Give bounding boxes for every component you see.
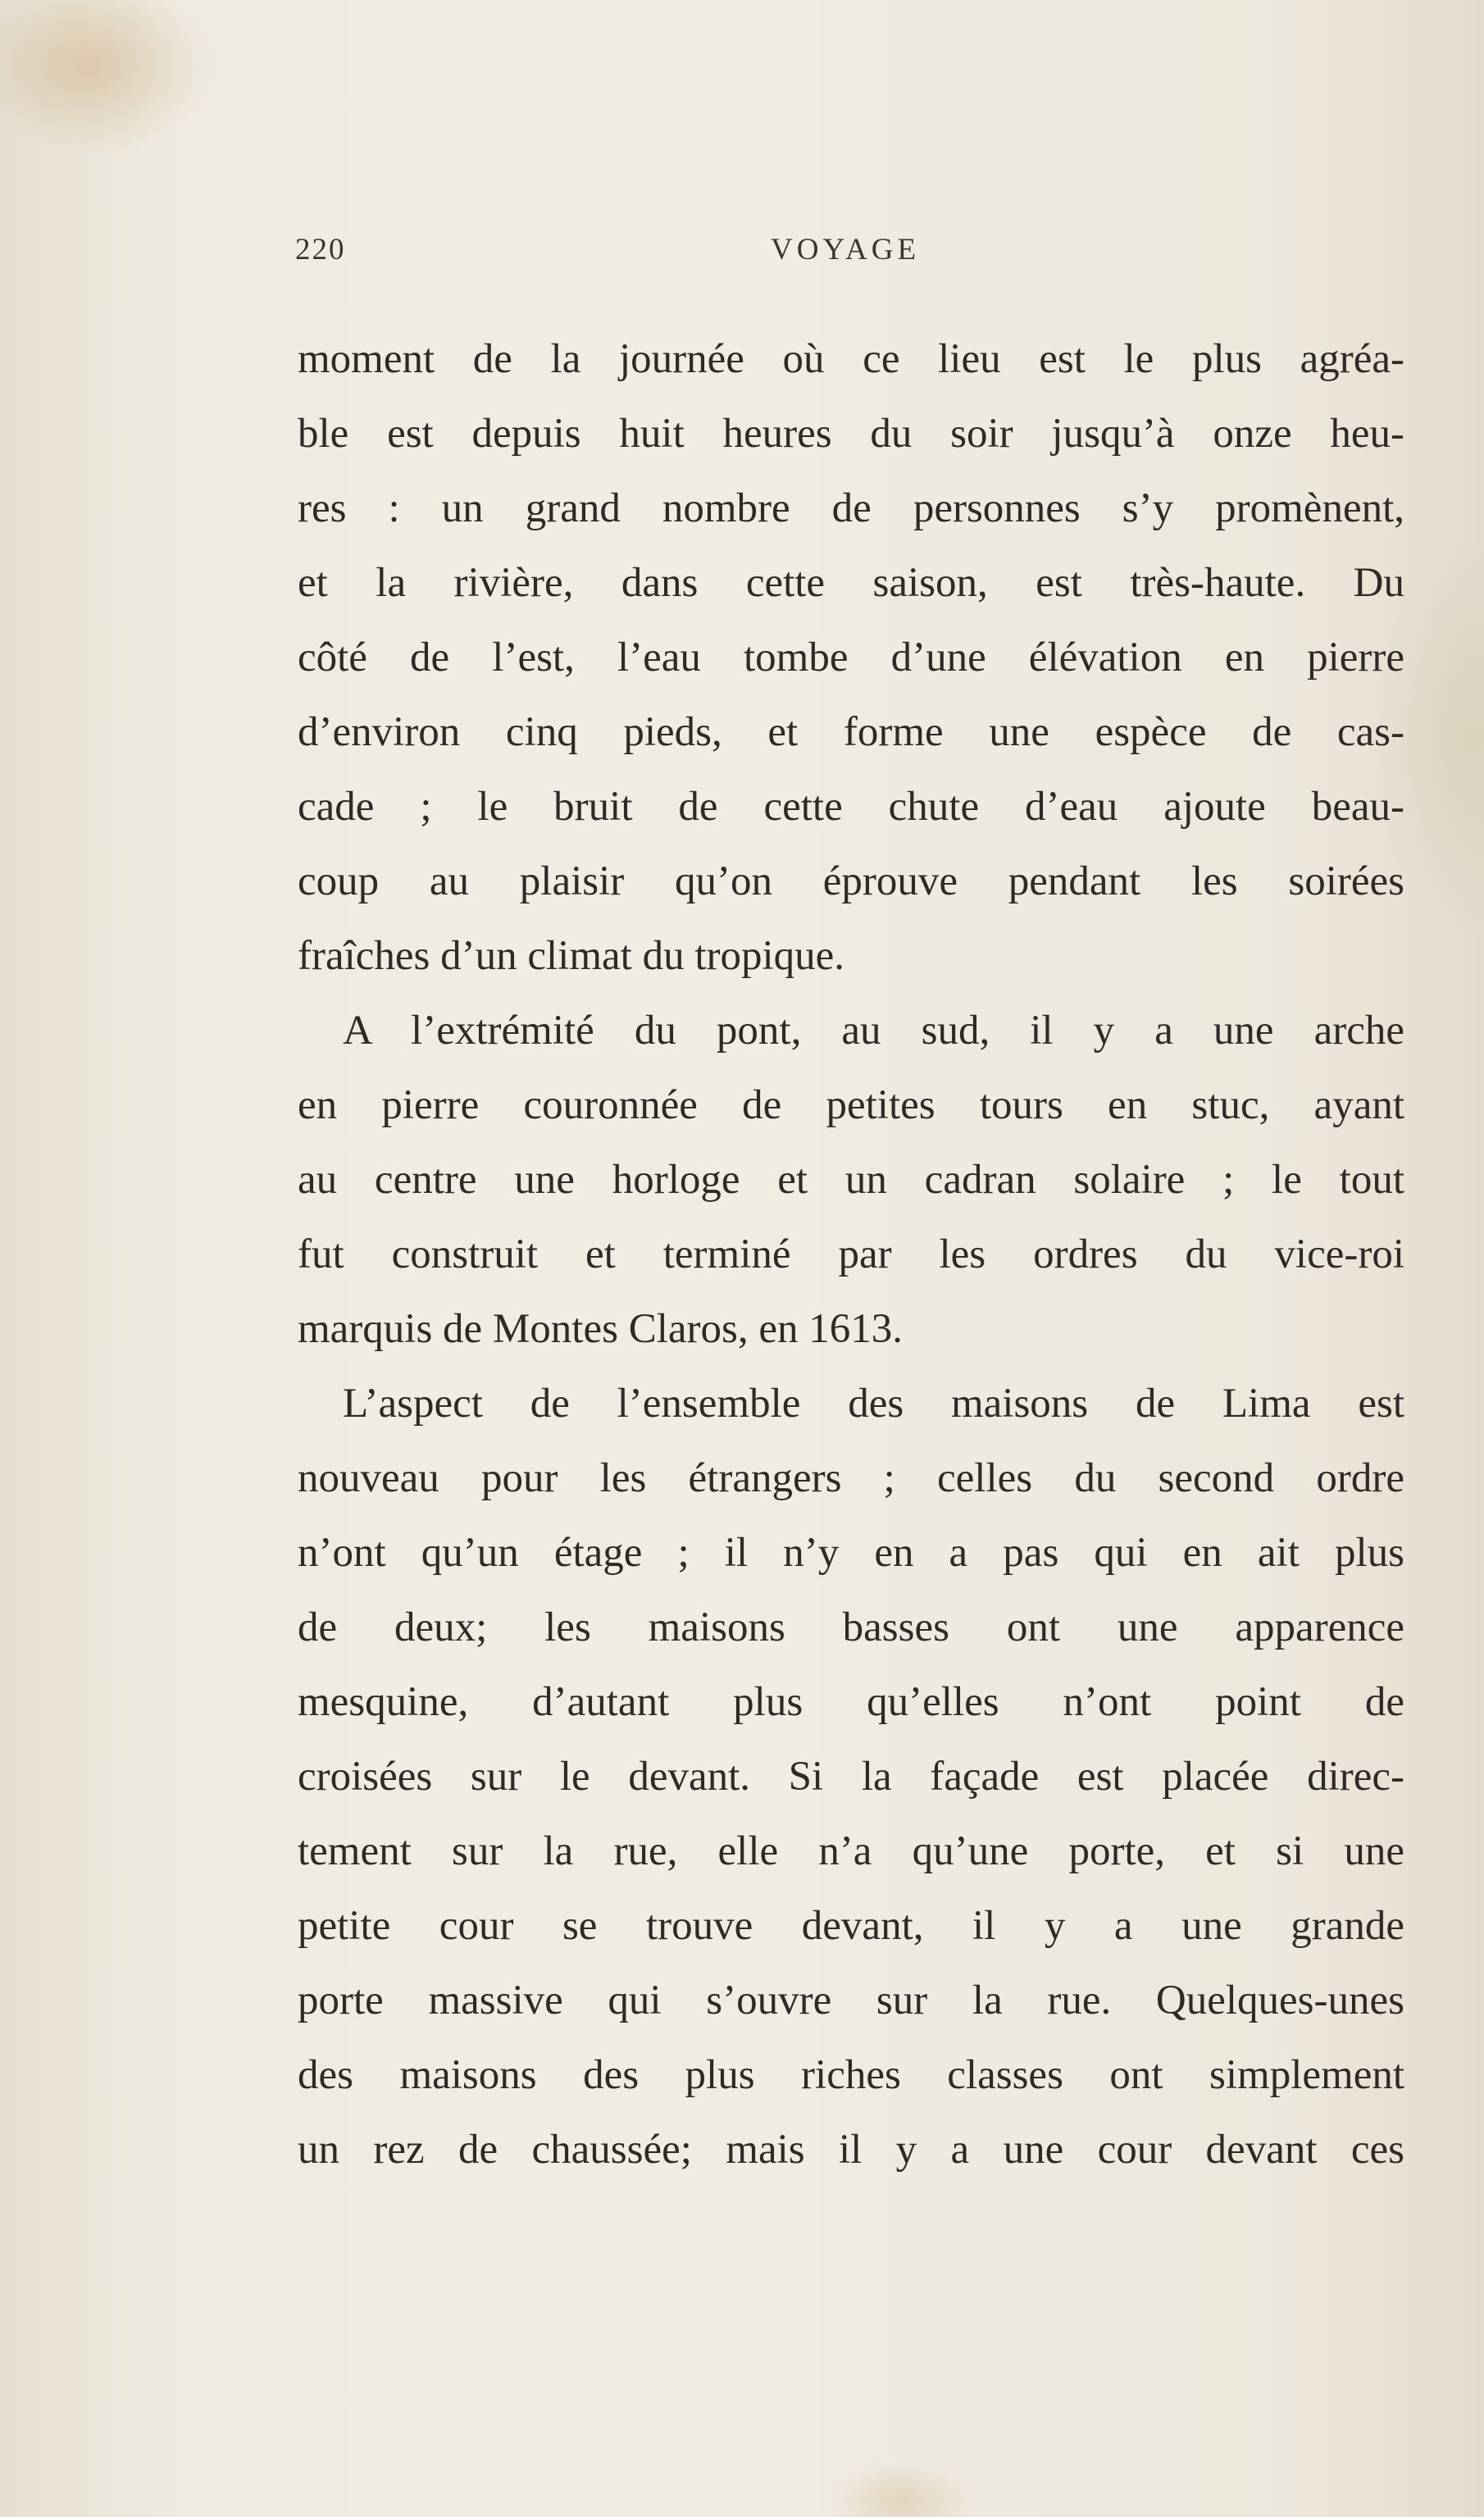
running-head: [295, 232, 1402, 281]
text-line: coup au plaisir qu’on éprouve pendant les soirées: [298, 858, 1404, 904]
text-line: L’aspect de l’ensemble des maisons de Lima est: [343, 1381, 1404, 1427]
body-text: [298, 322, 1404, 2187]
text-line: et la rivière, dans cette saison, est très-haute. Du: [298, 560, 1404, 606]
text-line: d’environ cinq pieds, et forme une espèce de cas-: [298, 709, 1404, 755]
text-line: A l’extrémité du pont, au sud, il y a une arche: [343, 1008, 1404, 1054]
text-line: petite cour se trouve devant, il y a une grande: [298, 1903, 1404, 1949]
text-line: tement sur la rue, elle n’a qu’une porte, et si une: [298, 1828, 1404, 1874]
text-line: moment de la journée où ce lieu est le plus agréa-: [298, 336, 1404, 382]
text-line: marquis de Montes Claros, en 1613.: [298, 1306, 903, 1352]
text-line: fut construit et terminé par les ordres du vice-roi: [298, 1231, 1404, 1277]
text-line: mesquine, d’autant plus qu’elles n’ont point de: [298, 1679, 1404, 1725]
text-line: ble est depuis huit heures du soir jusqu’à onze heu-: [298, 411, 1404, 457]
text-line: des maisons des plus riches classes ont simplement: [298, 2052, 1404, 2098]
running-title: VOYAGE: [771, 233, 921, 266]
text-line: au centre une horloge et un cadran solaire ; le tout: [298, 1157, 1404, 1203]
text-line: croisées sur le devant. Si la façade est placée direc-: [298, 1754, 1404, 1800]
text-line: fraîches d’un climat du tropique.: [298, 933, 845, 979]
text-line: res : un grand nombre de personnes s’y promènent,: [298, 485, 1404, 531]
text-line: porte massive qui s’ouvre sur la rue. Quelques-unes: [298, 1978, 1404, 2023]
page-number: 220: [295, 233, 346, 266]
text-line: n’ont qu’un étage ; il n’y en a pas qui en ait plus: [298, 1530, 1404, 1576]
text-line: cade ; le bruit de cette chute d’eau ajoute beau-: [298, 784, 1404, 830]
text-line: un rez de chaussée; mais il y a une cour devant ces: [298, 2127, 1404, 2173]
text-line: côté de l’est, l’eau tombe d’une élévation en pierre: [298, 635, 1404, 680]
text-line: en pierre couronnée de petites tours en stuc, ayant: [298, 1082, 1404, 1128]
text-line: de deux; les maisons basses ont une apparence: [298, 1604, 1404, 1650]
text-line: nouveau pour les étrangers ; celles du second ordre: [298, 1455, 1404, 1501]
